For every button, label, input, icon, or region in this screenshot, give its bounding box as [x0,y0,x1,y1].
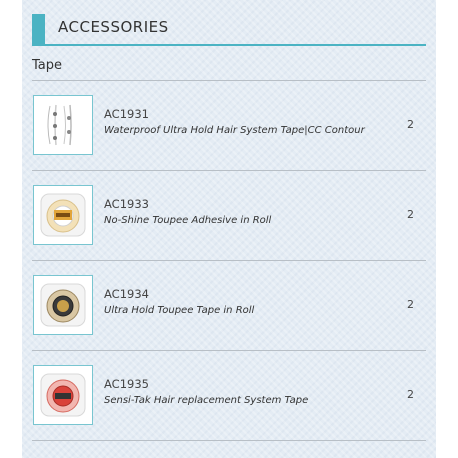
tape-roll-icon [34,366,92,424]
product-row[interactable] [32,351,426,441]
product-thumbnail-adhesive-roll[interactable] [33,185,93,245]
product-code: AC1933 [104,197,149,211]
tape-contour-icon [34,96,92,154]
section-accent-bar [32,14,45,44]
product-quantity: 2 [407,208,414,221]
section-title: ACCESSORIES [58,18,169,36]
product-code: AC1935 [104,377,149,391]
section-header [32,14,426,46]
product-row[interactable] [32,261,426,351]
category-header [32,56,426,81]
product-code: AC1934 [104,287,149,301]
product-quantity: 2 [407,118,414,131]
product-row[interactable] [32,81,426,171]
category-label: Tape [32,58,63,73]
tape-roll-icon [34,186,92,244]
product-quantity: 2 [407,388,414,401]
accessories-panel [22,0,436,458]
product-name: No-Shine Toupee Adhesive in Roll [104,215,272,226]
tape-roll-icon [34,276,92,334]
product-thumbnail-sensi-tak-roll[interactable] [33,365,93,425]
product-thumbnail-ultra-hold-roll[interactable] [33,275,93,335]
product-row[interactable] [32,171,426,261]
product-name: Sensi-Tak Hair replacement System Tape [104,395,309,406]
product-thumbnail-tape-contour[interactable] [33,95,93,155]
product-code: AC1931 [104,107,149,121]
product-quantity: 2 [407,298,414,311]
product-name: Ultra Hold Toupee Tape in Roll [104,305,255,316]
product-name: Waterproof Ultra Hold Hair System Tape|CC Contour [104,125,365,136]
